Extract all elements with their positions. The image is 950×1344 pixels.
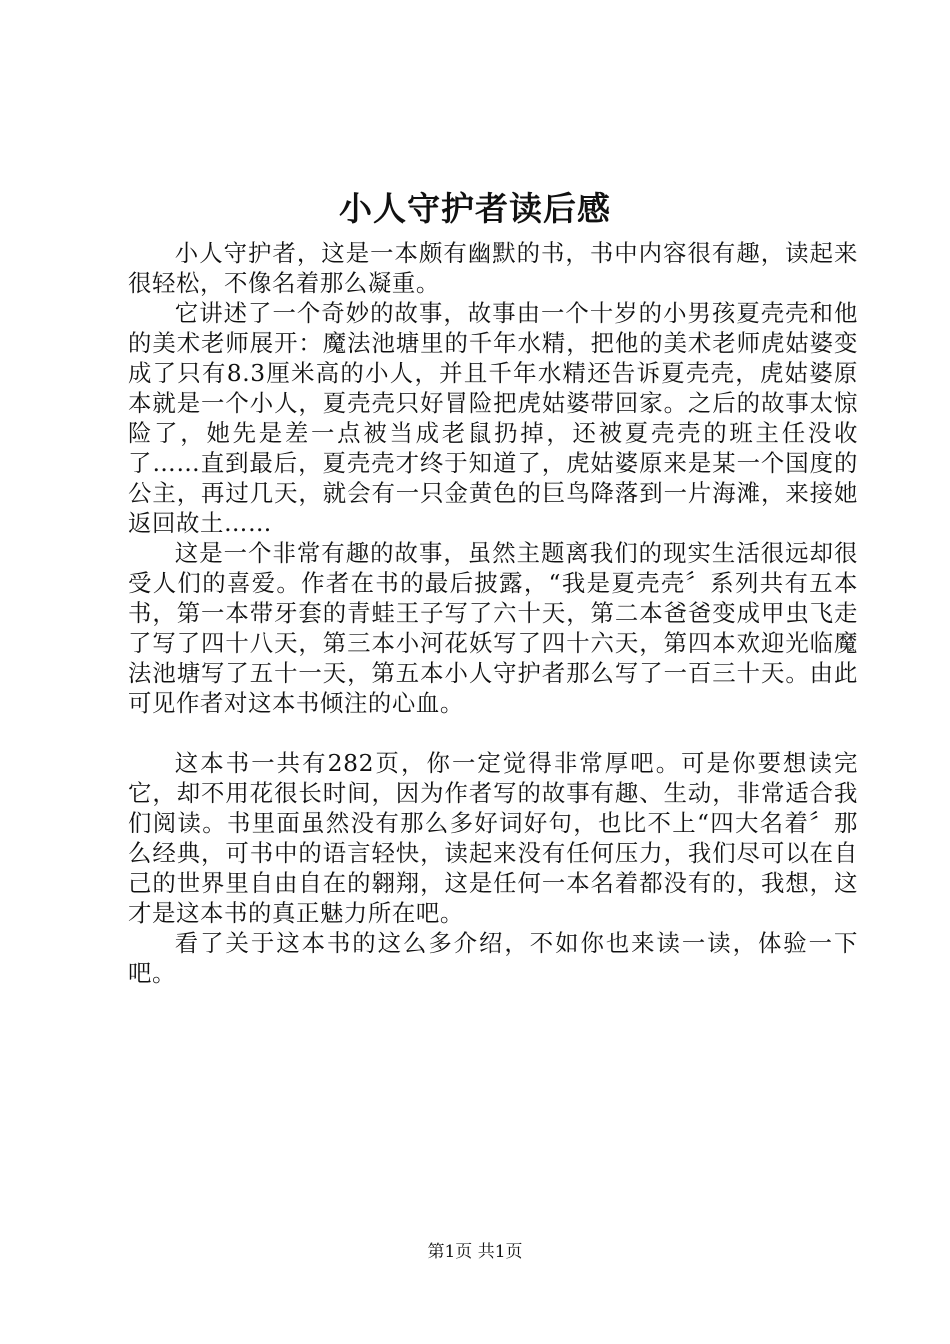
paragraph-intro: 小人守护者，这是一本颇有幽默的书，书中内容很有趣，读起来很轻松，不像名着那么凝重。 [128,239,858,297]
paragraph-story: 它讲述了一个奇妙的故事，故事由一个十岁的小男孩夏壳壳和他的美术老师展开：魔法池塘里的千年水精，把他的美术老师虎姑婆变成了只有8.3厘米高的小人，并且千年水精还告诉夏壳壳，虎姑婆原本就是一个小人，夏壳壳只好冒险把虎姑婆带回家。之后的故事太惊险了，她先是差一点被当成老鼠扔掉，还被夏壳壳的班主任没收了……直到最后，夏壳壳才终于知道了，虎姑婆原来是某一个国度的公主，再过几天，就会有一只金黄色的巨鸟降落到一片海滩，来接她返回故土…… [128,299,858,537]
paragraph-gap [128,718,858,748]
paragraph-conclusion: 看了关于这本书的这么多介绍，不如你也来读一读，体验一下吧。 [128,929,858,987]
paragraph-pages: 这本书一共有282页，你一定觉得非常厚吧。可是你要想读完它，却不用花很长时间，因为作者写的故事有趣、生动，非常适合我们阅读。书里面虽然没有那么多好词好句，也比不上“四大名着〞那么经典，可书中的语言轻快，读起来没有任何压力，我们尽可以在自己的世界里自由自在的翱翔，这是任何一本名着都没有的，我想，这才是这本书的真正魅力所在吧。 [128,749,858,927]
document-title: 小人守护者读后感 [339,189,611,228]
paragraph-series: 这是一个非常有趣的故事，虽然主题离我们的现实生活很远却很受人们的喜爱。作者在书的最后披露，“我是夏壳壳〞系列共有五本书，第一本带牙套的青蛙王子写了六十天，第二本爸爸变成甲虫飞走了写了四十八天，第三本小河花妖写了四十六天，第四本欢迎光临魔法池塘写了五十一天，第五本小人守护者那么写了一百三十天。由此可见作者对这本书倾注的心血。 [128,539,858,717]
page-footer: 第1页 共1页 [427,1242,523,1262]
document-body [128,238,858,988]
